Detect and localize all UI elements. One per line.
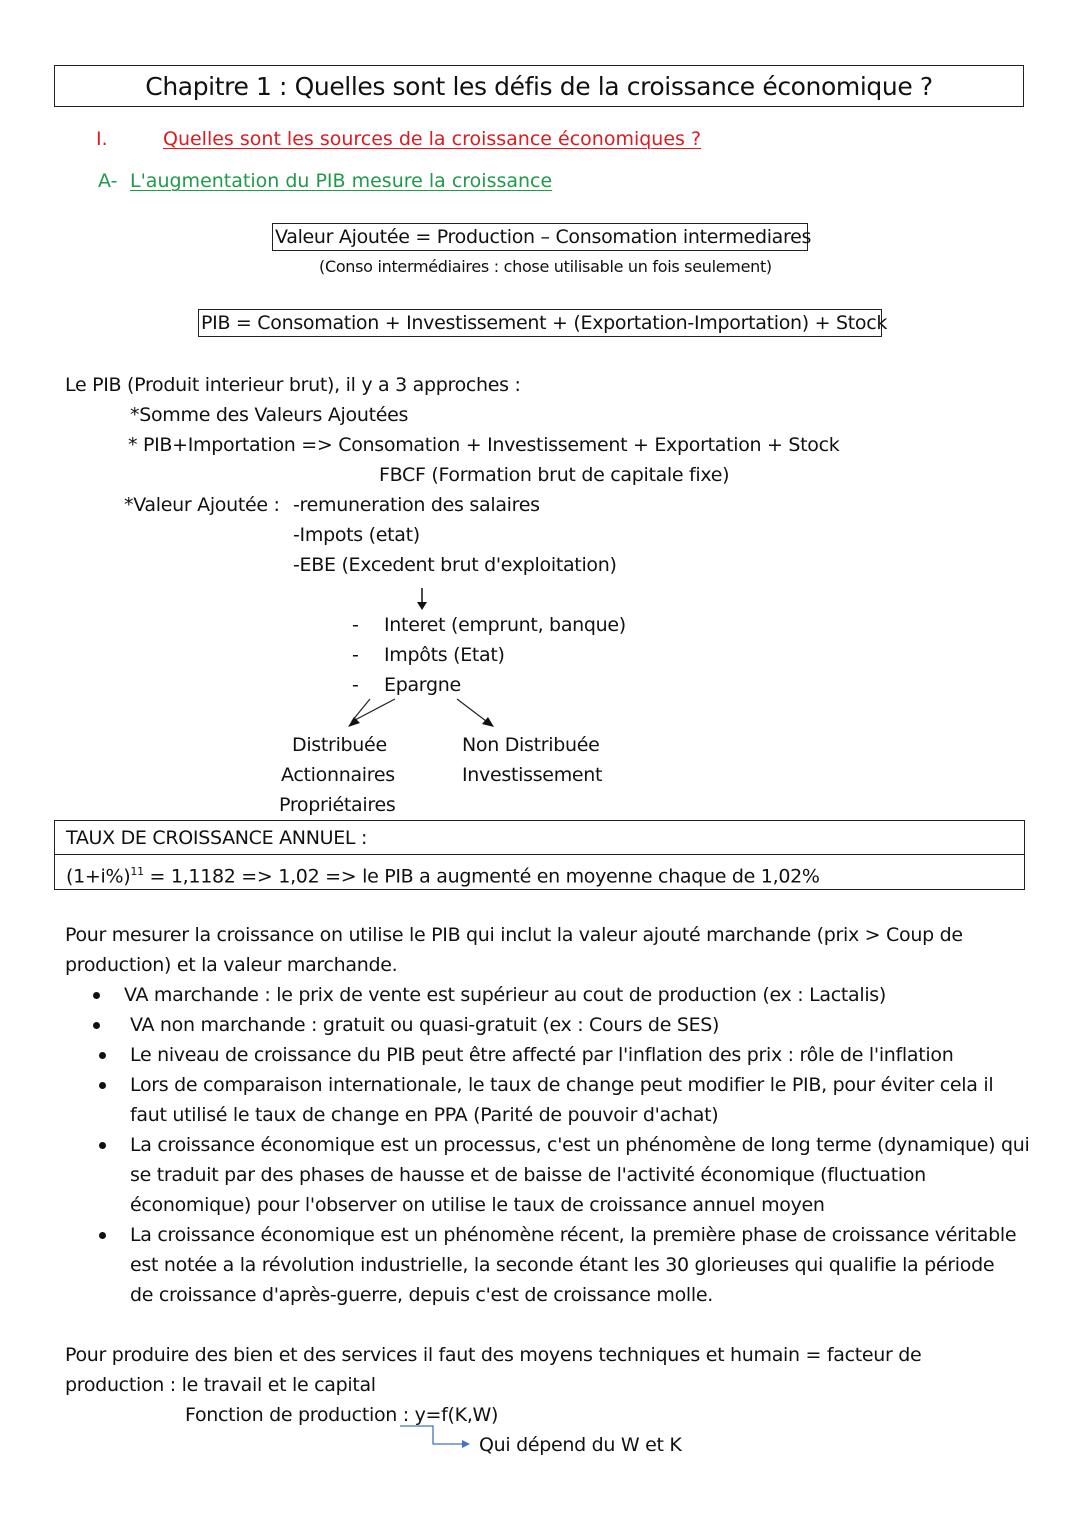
bullet-text: La croissance économique est un phénomène récent, la première phase de croissance véritable	[130, 1224, 1017, 1246]
taux-croissance-table	[54, 820, 1025, 890]
bullet-icon	[93, 1022, 100, 1029]
breakdown-dash: -	[352, 674, 359, 696]
function-arrow-icon	[400, 1424, 480, 1450]
breakdown-dash: -	[352, 644, 359, 666]
branch-right-item: Investissement	[462, 764, 603, 786]
bullet-icon	[99, 1142, 106, 1149]
taux-header-row	[55, 821, 1024, 855]
taux-header: TAUX DE CROISSANCE ANNUEL :	[66, 827, 368, 849]
bullet-text: Le niveau de croissance du PIB peut être affecté par l'inflation des prix : rôle de l'inflation	[130, 1044, 954, 1066]
breakdown-item: Epargne	[384, 674, 461, 696]
subsection-heading	[130, 167, 552, 195]
formula-rest: = 1,1182 => 1,02 => le PIB a augmenté en moyenne chaque de 1,02%	[143, 865, 820, 888]
bullet-text: de croissance d'après-guerre, depuis c'est de croissance molle.	[130, 1284, 713, 1306]
bullet-text: faut utilisé le taux de change en PPA (Parité de pouvoir d'achat)	[130, 1104, 719, 1126]
branch-left-item: Distribuée	[292, 734, 387, 756]
bullet-text: économique) pour l'observer on utilise le taux de croissance annuel moyen	[130, 1194, 825, 1216]
branch-right-item: Non Distribuée	[462, 734, 600, 756]
formula-exponent: 11	[130, 865, 144, 878]
va-item: -EBE (Excedent brut d'exploitation)	[293, 554, 617, 576]
subsection-label: A-	[98, 170, 118, 192]
breakdown-item: Interet (emprunt, banque)	[384, 614, 626, 636]
bullet-icon	[99, 1052, 106, 1059]
va-label: *Valeur Ajoutée :	[124, 494, 280, 516]
function-label: Fonction de production :	[185, 1404, 415, 1426]
va-item: -Impots (etat)	[293, 524, 420, 546]
bullet-text: se traduit par des phases de hausse et de baisse de l'activité économique (fluctuation	[130, 1164, 926, 1186]
production-paragraph-line: Pour produire des bien et des services il faut des moyens techniques et humain = facteur de	[65, 1344, 922, 1366]
bullet-icon	[93, 992, 100, 999]
branch-arrows-icon	[340, 697, 500, 733]
measure-paragraph-line: production) et la valeur marchande.	[65, 954, 398, 976]
chapter-title: Chapitre 1 : Quelles sont les défis de la croissance économique ?	[145, 72, 933, 101]
taux-formula-row	[55, 855, 1024, 889]
bullet-icon	[99, 1082, 106, 1089]
approaches-intro: Le PIB (Produit interieur brut), il y a 3 approches :	[65, 374, 521, 396]
bullet-text: VA marchande : le prix de vente est supérieur au cout de production (ex : Lactalis)	[124, 984, 887, 1006]
conso-note: (Conso intermédiaires : chose utilisable un fois seulement)	[319, 257, 772, 276]
taux-formula	[66, 857, 820, 891]
branch-left-item: Propriétaires	[279, 794, 396, 816]
bullet-icon	[99, 1232, 106, 1239]
function-note: Qui dépend du W et K	[479, 1434, 682, 1456]
section-heading	[163, 125, 701, 153]
bullet-text: VA non marchande : gratuit ou quasi-gratuit (ex : Cours de SES)	[130, 1014, 720, 1036]
chapter-title-box	[54, 65, 1024, 107]
bullet-text: Lors de comparaison internationale, le taux de change peut modifier le PIB, pour éviter cela il	[130, 1074, 994, 1096]
breakdown-item: Impôts (Etat)	[384, 644, 505, 666]
formula-prefix: (1+i%)	[66, 865, 131, 888]
branch-left-item: Actionnaires	[281, 764, 395, 786]
section-number: I.	[96, 128, 108, 150]
bullet-text: est notée a la révolution industrielle, la seconde étant les 30 glorieuses qui qualifie la période	[130, 1254, 995, 1276]
fbcf-note: FBCF (Formation brut de capitale fixe)	[379, 464, 730, 486]
pib-formula: PIB = Consomation + Investissement + (Exportation-Importation) + Stock	[198, 309, 882, 337]
bullet-text: La croissance économique est un processus, c'est un phénomène de long terme (dynamique) qui	[130, 1134, 1030, 1156]
subsection-heading-text: L'augmentation du PIB mesure la croissance	[130, 170, 553, 192]
section-heading-text: Quelles sont les sources de la croissance économiques ?	[163, 128, 702, 150]
approach-item: * PIB+Importation => Consomation + Investissement + Exportation + Stock	[128, 434, 840, 456]
measure-paragraph-line: Pour mesurer la croissance on utilise le PIB qui inclut la valeur ajouté marchande (prix > Coup de	[65, 924, 963, 946]
production-paragraph-line: production : le travail et le capital	[65, 1374, 376, 1396]
va-item: -remuneration des salaires	[293, 494, 540, 516]
breakdown-dash: -	[352, 614, 359, 636]
function-formula: y=f(K,W)	[414, 1404, 499, 1426]
valeur-ajoutee-formula: Valeur Ajoutée = Production – Consomation intermediares	[272, 223, 808, 251]
approach-item: *Somme des Valeurs Ajoutées	[130, 404, 409, 426]
